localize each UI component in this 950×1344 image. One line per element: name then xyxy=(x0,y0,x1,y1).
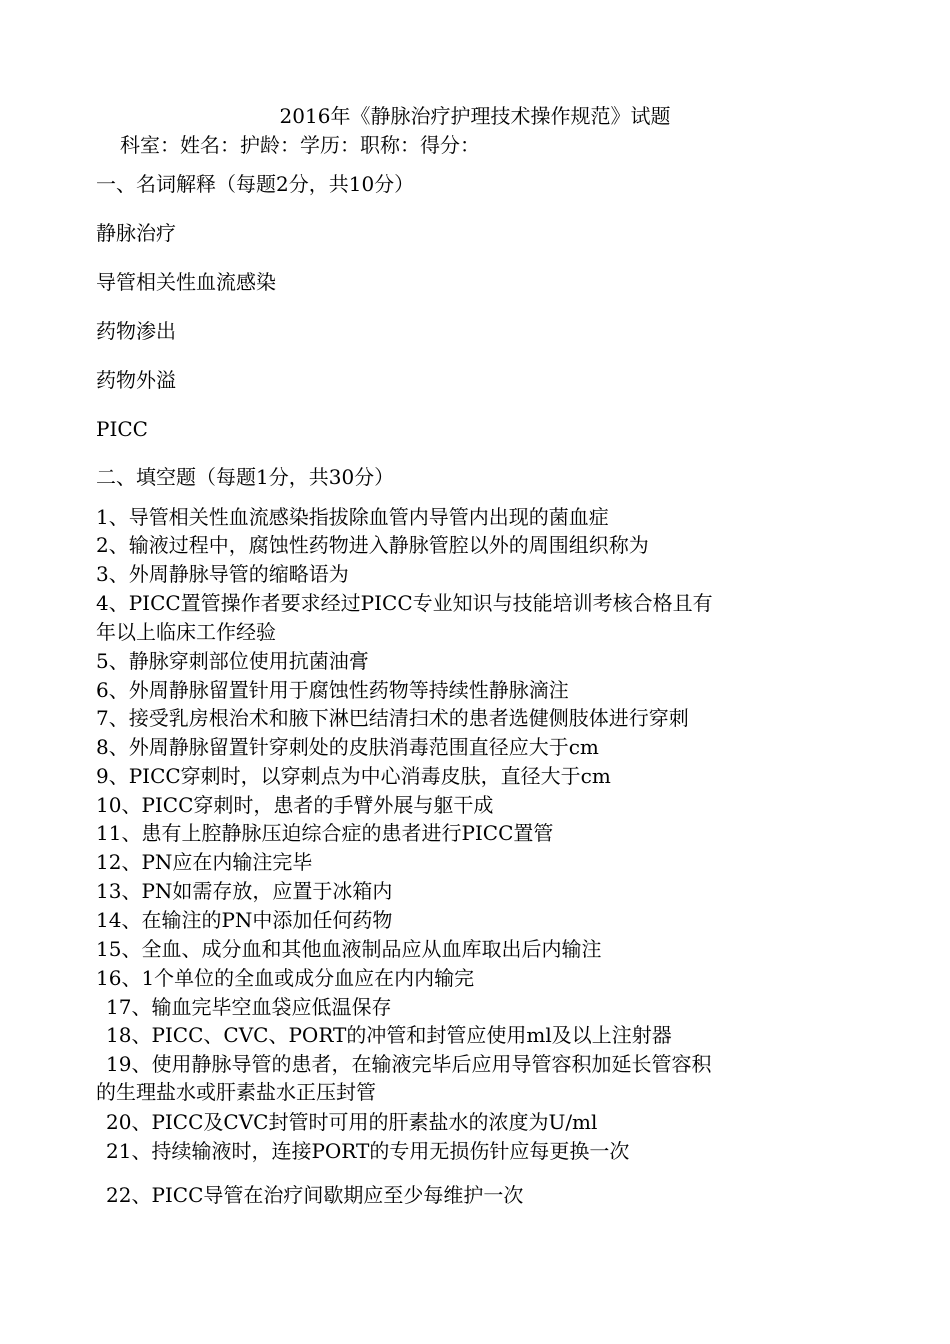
question-line: 18、PICC、CVC、PORT的冲管和封管应使用ml及以上注射器 xyxy=(106,1023,672,1047)
question-line: 1、导管相关性血流感染指拔除血管内导管内出现的菌血症 xyxy=(96,505,609,529)
term-5: PICC xyxy=(96,417,148,441)
question-line: 2、输液过程中，腐蚀性药物进入静脉管腔以外的周围组织称为 xyxy=(96,533,649,557)
info-line: 科室：姓名：护龄：学历：职称：得分： xyxy=(120,133,480,157)
section1-heading: 一、名词解释（每题2分，共10分） xyxy=(96,172,415,196)
question-line: 9、PICC穿刺时，以穿刺点为中心消毒皮肤，直径大于cm xyxy=(96,764,611,788)
question-line: 15、全血、成分血和其他血液制品应从血库取出后内输注 xyxy=(96,937,602,961)
question-line: 16、1个单位的全血或成分血应在内内输完 xyxy=(96,966,475,990)
question-line: 年以上临床工作经验 xyxy=(96,620,276,644)
term-3: 药物渗出 xyxy=(96,319,176,343)
question-line: 10、PICC穿刺时，患者的手臂外展与躯干成 xyxy=(96,793,494,817)
question-line: 14、在输注的PN中添加任何药物 xyxy=(96,908,393,932)
question-line: 4、PICC置管操作者要求经过PICC专业知识与技能培训考核合格且有 xyxy=(96,591,713,615)
question-line: 17、输血完毕空血袋应低温保存 xyxy=(106,995,392,1019)
question-line: 11、患有上腔静脉压迫综合症的患者进行PICC置管 xyxy=(96,821,554,845)
section2-heading: 二、填空题（每题1分，共30分） xyxy=(96,465,395,489)
question-line: 13、PN如需存放，应置于冰箱内 xyxy=(96,879,393,903)
question-line: 12、PN应在内输注完毕 xyxy=(96,850,313,874)
question-line: 19、使用静脉导管的患者，在输液完毕后应用导管容积加延长管容积 xyxy=(106,1052,712,1076)
term-2: 导管相关性血流感染 xyxy=(96,270,276,294)
term-4: 药物外溢 xyxy=(96,368,176,392)
question-line: 7、接受乳房根治术和腋下淋巴结清扫术的患者选健侧肢体进行穿刺 xyxy=(96,706,689,730)
question-line: 3、外周静脉导管的缩略语为 xyxy=(96,562,349,586)
question-line: 22、PICC导管在治疗间歇期应至少每维护一次 xyxy=(106,1183,524,1207)
question-line: 8、外周静脉留置针穿刺处的皮肤消毒范围直径应大于cm xyxy=(96,735,599,759)
term-1: 静脉治疗 xyxy=(96,221,176,245)
question-line: 的生理盐水或肝素盐水正压封管 xyxy=(96,1080,376,1104)
question-line: 6、外周静脉留置针用于腐蚀性药物等持续性静脉滴注 xyxy=(96,678,569,702)
question-line: 5、静脉穿刺部位使用抗菌油膏 xyxy=(96,649,369,673)
question-line: 20、PICC及CVC封管时可用的肝素盐水的浓度为U/ml xyxy=(106,1110,598,1134)
question-line: 21、持续输液时，连接PORT的专用无损伤针应每更换一次 xyxy=(106,1139,630,1163)
page-title: 2016年《静脉治疗护理技术操作规范》试题 xyxy=(279,104,671,128)
